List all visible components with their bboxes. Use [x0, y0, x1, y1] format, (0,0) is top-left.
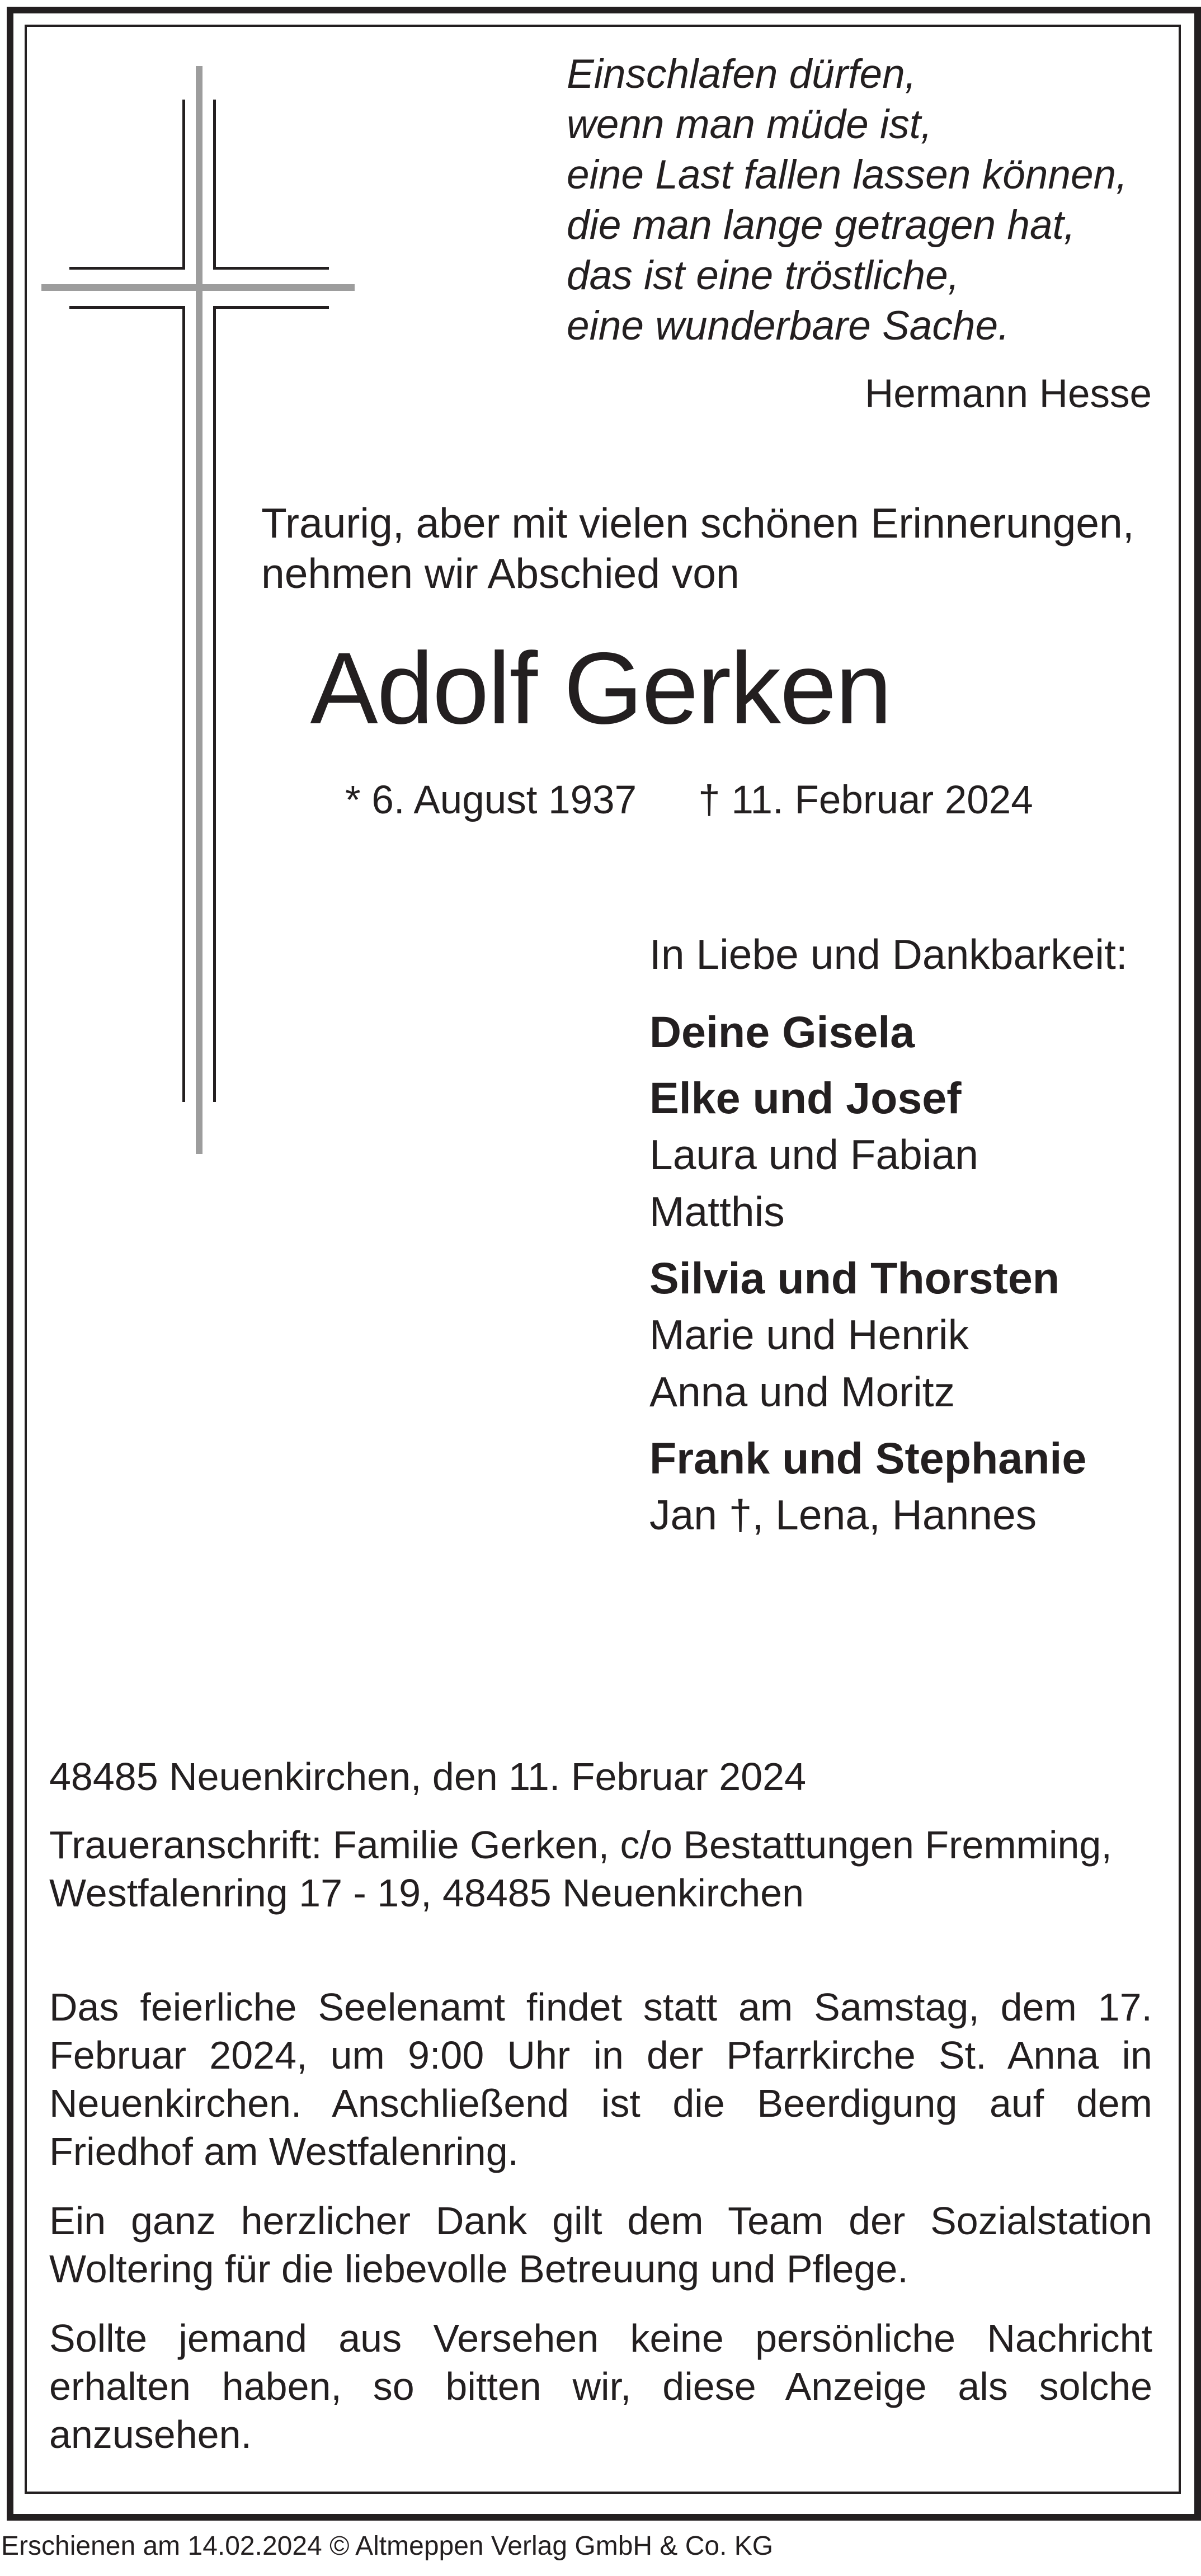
family-group — [649, 1070, 1181, 1240]
address-line: Westfalenring 17 - 19, 48485 Neuenkirchen — [49, 1871, 804, 1915]
poem-line: wenn man müde ist, — [567, 102, 932, 147]
family-group-head: Elke und Josef — [649, 1073, 962, 1123]
family-group-head: Silvia und Thorsten — [649, 1253, 1060, 1303]
life-dates — [345, 775, 1033, 826]
poem-line: die man lange getragen hat, — [567, 202, 1076, 248]
family-group — [649, 1250, 1181, 1420]
place-date: 48485 Neuenkirchen, den 11. Februar 2024 — [49, 1755, 807, 1798]
family-group-head: Frank und Stephanie — [649, 1433, 1087, 1483]
family-member: Marie und Henrik — [649, 1311, 969, 1358]
address-line: Traueranschrift: Familie Gerken, c/o Bestattungen Fremming, — [49, 1823, 1112, 1867]
family-member: Matthis — [649, 1188, 785, 1235]
family-member: Laura und Fabian — [649, 1131, 978, 1178]
poem-line: das ist eine tröstliche, — [567, 253, 959, 298]
family-group — [649, 1430, 1181, 1543]
publication-footer: Erschienen am 14.02.2024 © Altmeppen Verlag GmbH & Co. KG — [1, 2531, 774, 2561]
poem-line: Einschlafen dürfen, — [567, 51, 916, 97]
family-list — [649, 926, 1181, 1553]
family-group-head: Deine Gisela — [649, 1007, 915, 1057]
family-group — [649, 1004, 1181, 1060]
intro-line: nehmen wir Abschied von — [261, 550, 740, 597]
family-member: Anna und Moritz — [649, 1368, 955, 1415]
paragraph: Ein ganz herzlicher Dank gilt dem Team der Sozialstation Woltering für die liebevolle Betreuung und Pflege. — [49, 2199, 1152, 2291]
intro-line: Traurig, aber mit vielen schönen Erinnerungen, — [261, 500, 1134, 547]
death-date: † 11. Februar 2024 — [698, 778, 1033, 822]
mourning-address — [49, 1821, 1154, 1917]
poem-line: eine wunderbare Sache. — [567, 303, 1010, 349]
intro-text — [261, 498, 1156, 599]
poem — [567, 49, 1154, 351]
thanks-line: In Liebe und Dankbarkeit: — [649, 931, 1128, 978]
family-member: Jan †, Lena, Hannes — [649, 1491, 1037, 1538]
deceased-name: Adolf Gerken — [310, 631, 891, 745]
notice-paragraphs — [49, 1983, 1152, 2480]
paragraph: Das feierliche Seelenamt findet statt am Samstag, dem 17. Februar 2024, um 9:00 Uhr in der Pfarrkirche St. Anna in Neuenkirchen. Anschließend ist die Beerdigung auf dem Friedhof am Westfalenring. — [49, 1985, 1152, 2173]
birth-date: * 6. August 1937 — [345, 778, 637, 822]
poem-line: eine Last fallen lassen können, — [567, 152, 1128, 197]
poem-author: Hermann Hesse — [865, 372, 1152, 416]
paragraph: Sollte jemand aus Versehen keine persönliche Nachricht erhalten haben, so bitten wir, diese Anzeige als solche anzusehen. — [49, 2316, 1152, 2456]
